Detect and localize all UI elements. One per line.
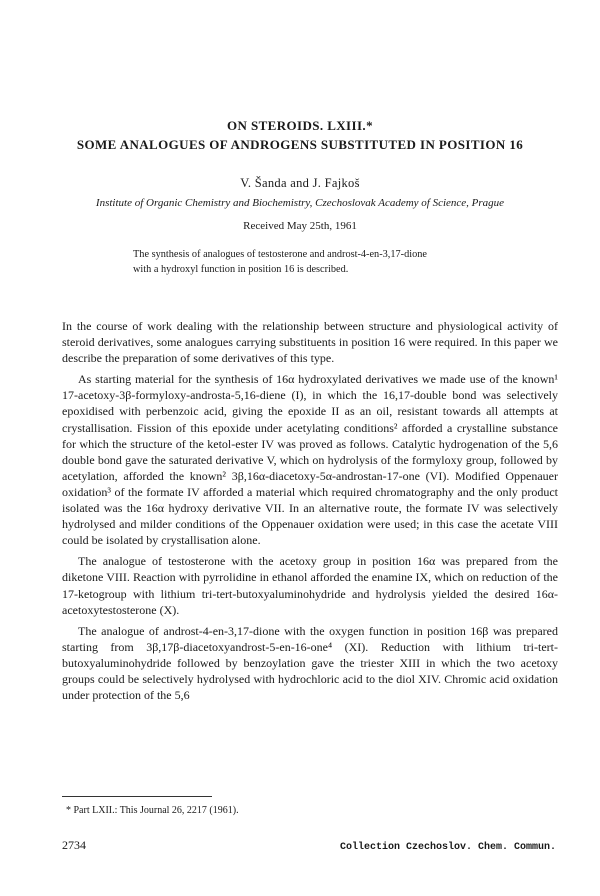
- title-line-2: SOME ANALOGUES OF ANDROGENS SUBSTITUTED IN POSITION 16: [76, 137, 524, 152]
- paragraph-3: The analogue of testosterone with the acetoxy group in position 16α was prepared from the diketone VIII. Reaction with pyrrolidine in ethanol afforded the enamine IX, which on reduction of the 17-ketogroup with lithium tri-tert-butoxyaluminohydride and hydrolysis yielded the desired 16α-acetoxytestosterone (X).: [62, 554, 558, 617]
- paragraph-2: As starting material for the synthesis of 16α hydroxylated derivatives we made use of the known¹ 17-acetoxy-3β-formyloxy-androsta-5,16-diene (I), in which the 16,17-double bond was selectively epoxidised with perbenzoic acid, giving the epoxide II as an oil, resistant towards all attempts at crystallisation. Fission of this epoxide under acetylating conditions² afforded a crystalline substance for which the structure of the ketol-ester IV was proved as follows. Catalytic hydrogenation of the 5,6 double bond gave the saturated derivative V, which on hydrolysis of the formyloxy group, followed by acetylation, afforded the known² 3β,16α-diacetoxy-5α-androstan-17-one (VI). Modified Oppenauer oxidation³ of the formate IV afforded a material which required chromatography and the only product isolated was the 16α hydroxy derivative VII. In an alternative route, the formate IV was selectively hydrolysed and milder conditions of the Oppenauer oxidation were used; in this case the acetate VIII could be isolated by crystallisation alone.: [62, 372, 558, 548]
- authors: V. Šanda and J. Fajkoš: [240, 176, 360, 190]
- abstract-line-1: The synthesis of analogues of testosterone and androst-4-en-3,17-dione: [133, 249, 427, 260]
- paragraph-1: In the course of work dealing with the relationship between structure and physiological activity of steroid derivatives, some analogues carrying substituents in position 16 were required. In this paper we describe the preparation of some derivatives of this type.: [62, 319, 558, 366]
- page-number: 2734: [62, 838, 86, 852]
- title-line-1: ON STEROIDS. LXIII.*: [227, 118, 373, 133]
- received-date: Received May 25th, 1961: [243, 220, 357, 232]
- abstract-line-2: with a hydroxyl function in position 16 is described.: [133, 264, 349, 275]
- affiliation: Institute of Organic Chemistry and Biochemistry, Czechoslovak Academy of Science, Prague: [95, 197, 505, 209]
- footnote-rule: [62, 796, 212, 797]
- footnote: * Part LXII.: This Journal 26, 2217 (1961).: [66, 805, 239, 816]
- journal-name: Collection Czechoslov. Chem. Commun.: [339, 842, 556, 853]
- body-text: [62, 318, 558, 708]
- paragraph-4: The analogue of androst-4-en-3,17-dione with the oxygen function in position 16β was prepared starting from 3β,17β-diacetoxyandrost-5-en-16-one⁴ (XI). Reduction with lithium tri-tert-butoxyaluminohydride followed by benzoylation gave the triester XIII in which the two acetoxy groups could be selectively hydrolysed with hydrochloric acid to the diol XIV. Chromic acid oxidation under protection of the 5,6: [62, 623, 558, 703]
- abstract: [133, 247, 513, 277]
